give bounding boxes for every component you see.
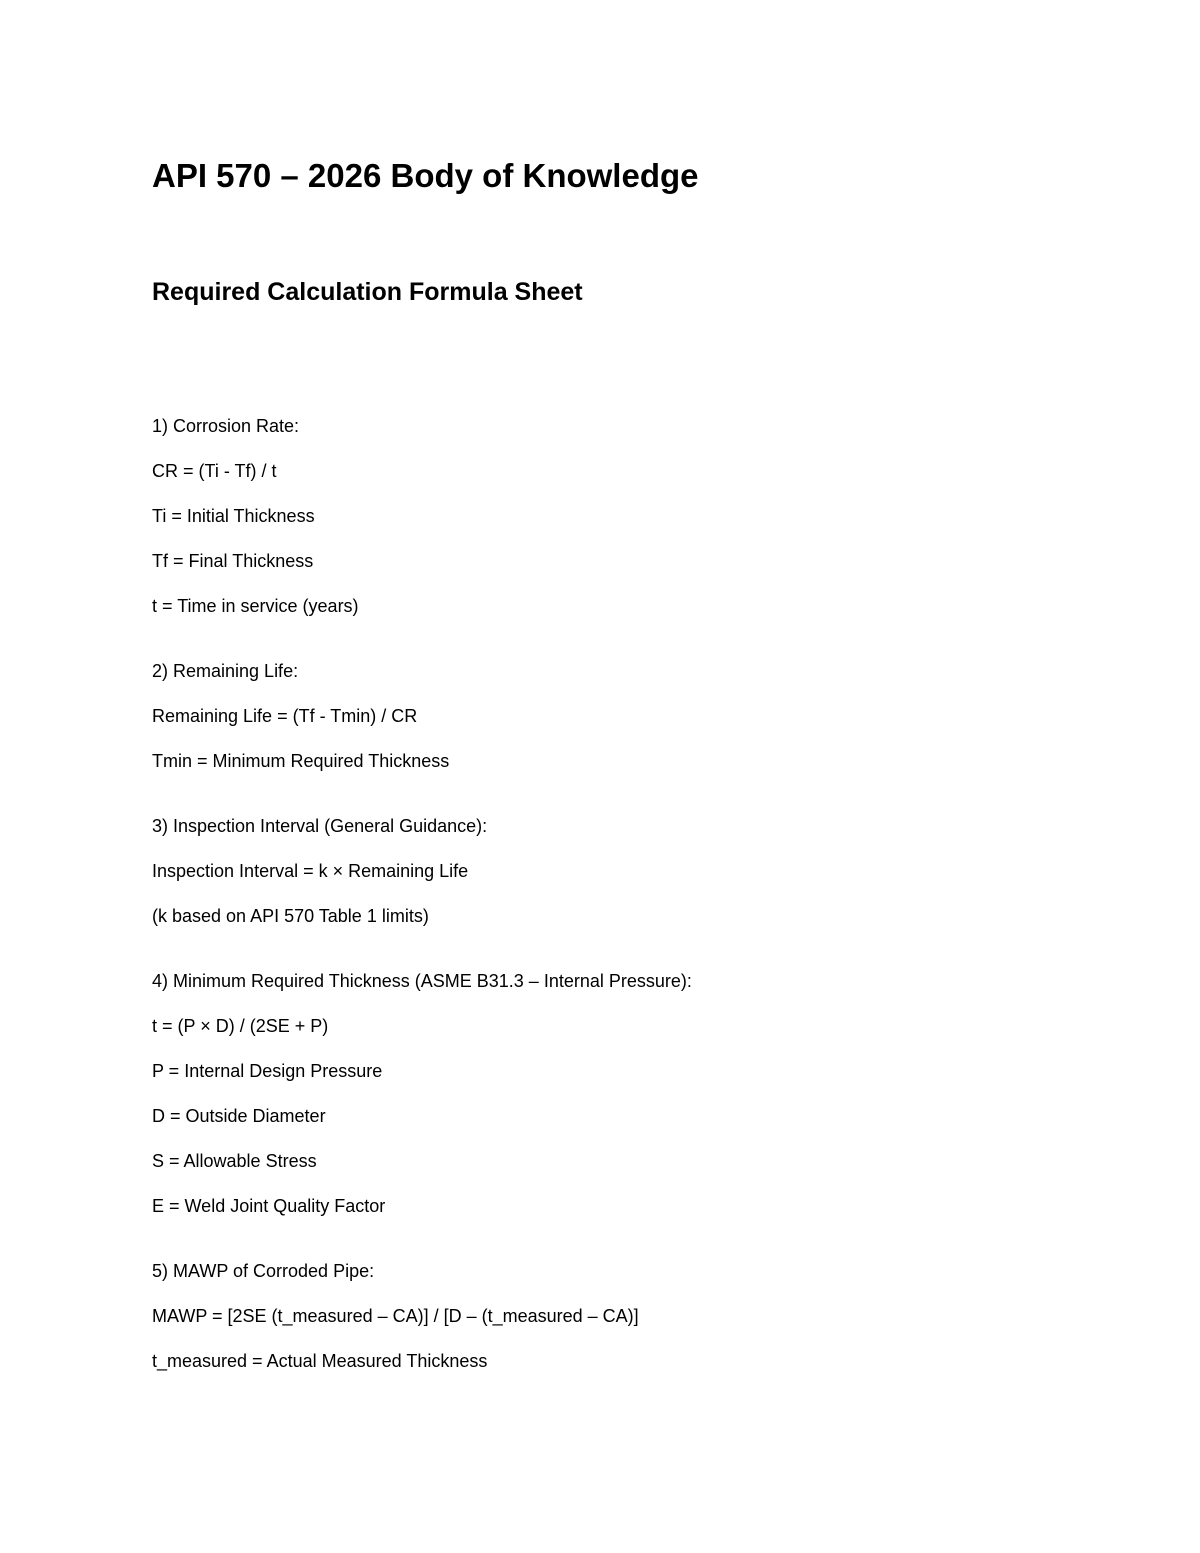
section-heading-mawp: 5) MAWP of Corroded Pipe: — [152, 1261, 375, 1281]
page-title: API 570 – 2026 Body of Knowledge — [152, 157, 699, 194]
formula-line: Inspection Interval = k × Remaining Life — [152, 861, 469, 881]
definition-line: t_measured = Actual Measured Thickness — [152, 1351, 488, 1371]
section-heading-inspection-interval: 3) Inspection Interval (General Guidance): — [152, 816, 488, 836]
section-heading-corrosion-rate: 1) Corrosion Rate: — [152, 416, 300, 436]
definition-line: E = Weld Joint Quality Factor — [152, 1196, 386, 1216]
definition-line: D = Outside Diameter — [152, 1106, 326, 1126]
formula-line: t = (P × D) / (2SE + P) — [152, 1016, 329, 1036]
definition-line: P = Internal Design Pressure — [152, 1061, 383, 1081]
page-subtitle: Required Calculation Formula Sheet — [152, 278, 583, 306]
formula-line: Remaining Life = (Tf - Tmin) / CR — [152, 706, 418, 726]
definition-line: (k based on API 570 Table 1 limits) — [152, 906, 429, 926]
definition-line: Tmin = Minimum Required Thickness — [152, 751, 450, 771]
section-heading-minimum-thickness: 4) Minimum Required Thickness (ASME B31.3 – Internal Pressure): — [152, 971, 692, 991]
definition-line: Tf = Final Thickness — [152, 551, 314, 571]
formula-line: CR = (Ti - Tf) / t — [152, 461, 277, 481]
definition-line: S = Allowable Stress — [152, 1151, 317, 1171]
definition-line: t = Time in service (years) — [152, 596, 359, 616]
definition-line: Ti = Initial Thickness — [152, 506, 315, 526]
formula-line: MAWP = [2SE (t_measured – CA)] / [D – (t_measured – CA)] — [152, 1306, 639, 1326]
section-heading-remaining-life: 2) Remaining Life: — [152, 661, 299, 681]
